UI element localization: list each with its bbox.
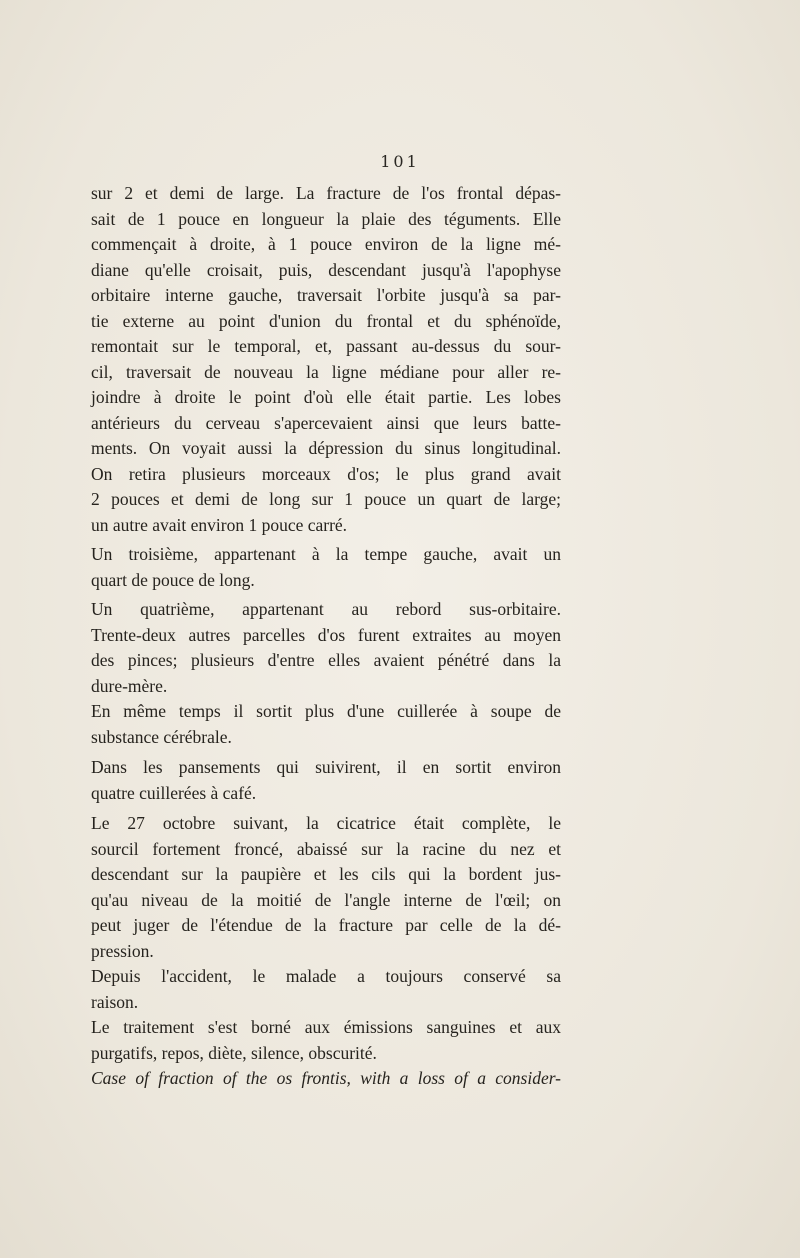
text-line: sourcil fortement froncé, abaissé sur la racine du nez et bbox=[91, 838, 561, 859]
text-line: quatre cuillerées à café. bbox=[91, 782, 257, 803]
text-line: pression. bbox=[91, 940, 154, 961]
text-line: qu'au niveau de la moitié de l'angle interne de l'œil; on bbox=[91, 889, 561, 910]
text-line: antérieurs du cerveau s'apercevaient ainsi que leurs batte- bbox=[91, 412, 561, 433]
text-line: peut juger de l'étendue de la fracture par celle de la dé- bbox=[91, 915, 561, 935]
text-line: des pinces; plusieurs d'entre elles avaient pénétré dans la bbox=[91, 650, 561, 670]
text-line: Le traitement s'est borné aux émissions sanguines et aux bbox=[91, 1017, 561, 1037]
text-line: Un quatrième, appartenant au rebord sus-orbitaire. bbox=[91, 599, 561, 619]
text-line: dure-mère. bbox=[91, 675, 168, 696]
text-line: remontait sur le temporal, et, passant au-dessus du sour- bbox=[91, 336, 561, 356]
text-line: sait de 1 pouce en longueur la plaie des téguments. Elle bbox=[91, 208, 561, 229]
paragraph-8 bbox=[91, 964, 561, 1015]
text-line: purgatifs, repos, diète, silence, obscurité. bbox=[91, 1042, 377, 1063]
text-line: On retira plusieurs morceaux d'os; le plus grand avait bbox=[91, 463, 561, 484]
body-text bbox=[91, 181, 561, 1092]
text-line: tie externe au point d'union du frontal et du sphénoïde, bbox=[91, 310, 561, 331]
text-line: ments. On voyait aussi la dépression du sinus longitudinal. bbox=[91, 438, 561, 458]
text-line: En même temps il sortit plus d'une cuillerée à soupe de bbox=[91, 701, 561, 721]
text-line: cil, traversait de nouveau la ligne médiane pour aller re- bbox=[91, 361, 561, 382]
text-line: raison. bbox=[91, 991, 139, 1012]
text-line: quart de pouce de long. bbox=[91, 569, 255, 590]
text-line: orbitaire interne gauche, traversait l'orbite jusqu'à sa par- bbox=[91, 285, 561, 305]
text-line: Le 27 octobre suivant, la cicatrice était complète, le bbox=[91, 813, 561, 833]
paragraph-4 bbox=[91, 597, 561, 699]
paragraph-1 bbox=[91, 181, 561, 462]
text-line: substance cérébrale. bbox=[91, 726, 232, 747]
english-heading-line bbox=[91, 1066, 561, 1092]
paragraph-9 bbox=[91, 1015, 561, 1066]
text-line: Trente-deux autres parcelles d'os furent extraites au moyen bbox=[91, 624, 561, 645]
text-line: diane qu'elle croisait, puis, descendant jusqu'à l'apophyse bbox=[91, 259, 561, 280]
text-line: un autre avait environ 1 pouce carré. bbox=[91, 514, 348, 535]
text-line: Depuis l'accident, le malade a toujours conservé sa bbox=[91, 966, 561, 986]
paragraph-5 bbox=[91, 699, 561, 750]
text-line: sur 2 et demi de large. La fracture de l'os frontal dépas- bbox=[91, 183, 561, 203]
paragraph-6 bbox=[91, 755, 561, 806]
text-line: 2 pouces et demi de long sur 1 pouce un quart de large; bbox=[91, 489, 561, 509]
text-line: Un troisième, appartenant à la tempe gauche, avait un bbox=[91, 544, 561, 564]
paragraph-3 bbox=[91, 542, 561, 593]
italic-caption-line: Case of fraction of the os frontis, with a loss of a consider- bbox=[91, 1068, 561, 1088]
paragraph-7 bbox=[91, 811, 561, 964]
text-line: joindre à droite le point d'où elle était partie. Les lobes bbox=[91, 387, 561, 407]
page-number: 101 bbox=[380, 152, 420, 171]
paragraph-2 bbox=[91, 462, 561, 539]
text-line: commençait à droite, à 1 pouce environ de la ligne mé- bbox=[91, 234, 561, 254]
text-line: descendant sur la paupière et les cils qui la bordent jus- bbox=[91, 864, 561, 884]
text-line: Dans les pansements qui suivirent, il en sortit environ bbox=[91, 757, 561, 777]
